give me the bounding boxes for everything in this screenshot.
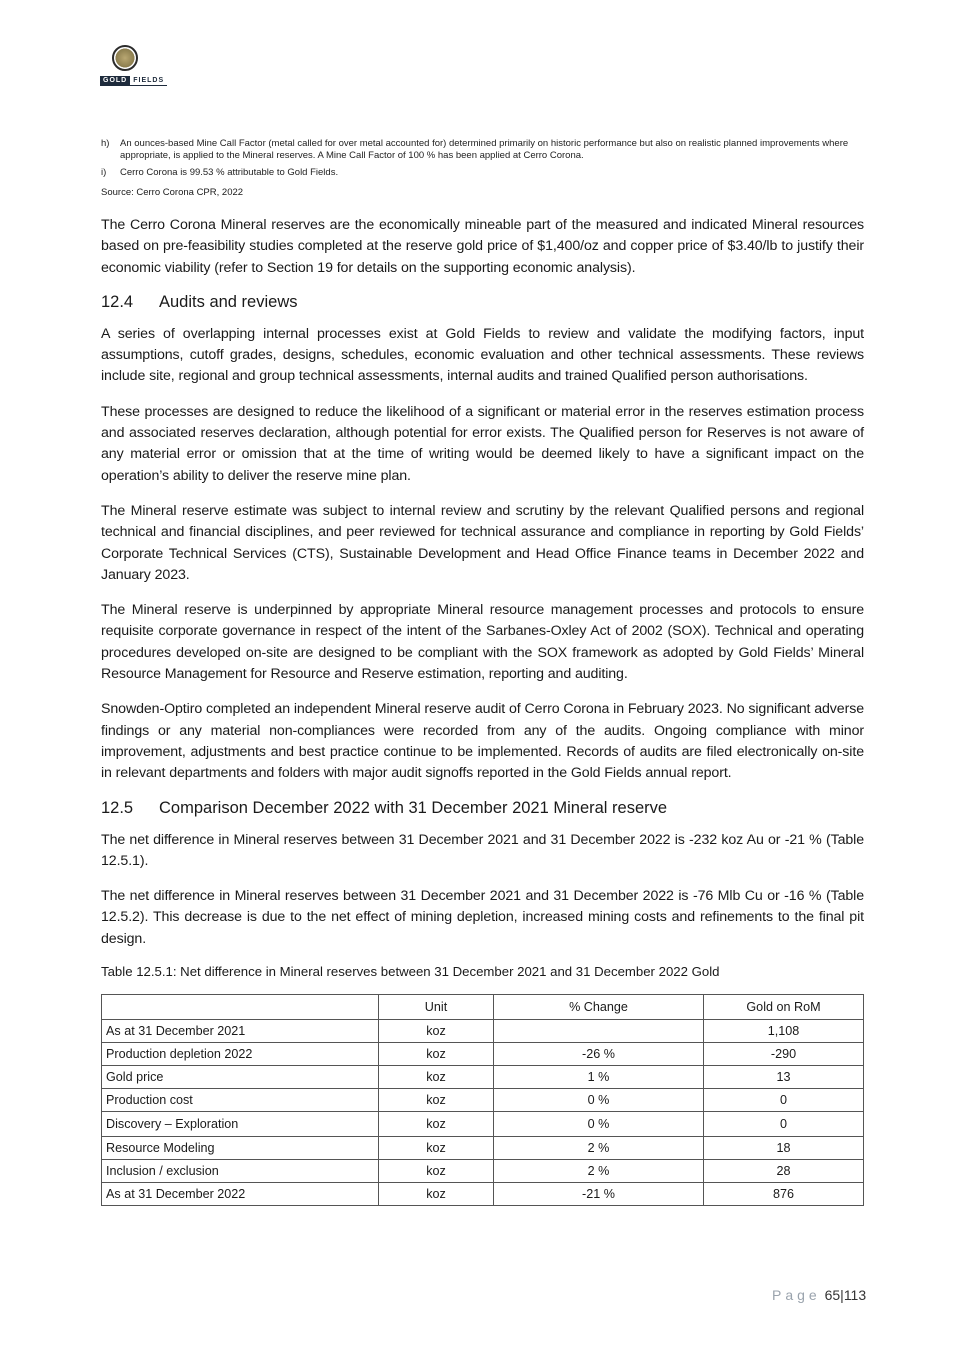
gold-reserves-difference-table	[101, 994, 864, 1206]
gold-fields-logo	[100, 45, 170, 90]
note-i: i) Cerro Corona is 99.53 % attributable to Gold Fields.	[101, 167, 339, 178]
source-note: Source: Cerro Corona CPR, 2022	[101, 187, 244, 198]
table-row: Gold price koz 1 % 13	[102, 1066, 864, 1089]
paragraph-reserves-definition: The Cerro Corona Mineral reserves are the economically mineable part of the measured and indicated Mineral resources based on pre-feasibility studies completed at the reserve gold price of $1,400/oz and copper price of $3.40/lb to justify their economic viability (refer to Section 19 for details on the supporting economic analysis).	[101, 217, 864, 276]
paragraph-gold-net-difference: The net difference in Mineral reserves between 31 December 2021 and 31 December 2022 is -232 koz Au or -21 % (Table 12.5.1).	[101, 831, 864, 869]
table-notes	[101, 138, 864, 179]
table-row: Resource Modeling koz 2 % 18	[102, 1137, 864, 1160]
table-row: Discovery – Exploration koz 0 % 0	[102, 1112, 864, 1137]
page-content	[101, 138, 864, 1206]
page-number: Page 65|113	[772, 1287, 867, 1303]
section-heading-12-5: 12.5 Comparison December 2022 with 31 December 2021 Mineral reserve	[101, 798, 668, 817]
table-caption: Table 12.5.1: Net difference in Mineral reserves between 31 December 2021 and 31 December 2022 Gold	[101, 964, 720, 980]
table-row: Production cost koz 0 % 0	[102, 1089, 864, 1112]
logo-word-fields: FIELDS	[130, 76, 167, 86]
paragraph-independent-audit: Snowden-Optiro completed an independent Mineral reserve audit of Cerro Corona in February 2023. No significant adverse findings or any material non-compliances were recorded from any of the audits. Ongoing compliance with minor improvement, adjustments and best practice continue to be implemented. Records of audits are filed electronically on-site in relevant departments and folders with major audit signoffs reported in the Gold Fields annual report.	[101, 701, 864, 782]
table-row: Production depletion 2022 koz -26 % -290	[102, 1043, 864, 1066]
logo-word-gold: GOLD	[100, 76, 130, 86]
paragraph-internal-review: The Mineral reserve estimate was subject to internal review and scrutiny by the relevant Qualified persons and regional technical and financial disciplines, and peer reviewed for technical assurance and compliance in reporting by Gold Fields’ Corporate Technical Services (CTS), Sustainable Development and Head Office Finance teams in December 2022 and January 2023.	[101, 502, 864, 583]
table-row: As at 31 December 2022 koz -21 % 876	[102, 1183, 864, 1206]
paragraph-sox: The Mineral reserve is underpinned by appropriate Mineral resource management processes and protocols to ensure requisite corporate governance in respect of the intent of the Sarbanes-Oxley Act of 2002 (SOX). Technical and operating procedures developed on-site are designed to be compliant with the SOX framework as adopted by Gold Fields’ Mineral Resource Management for Resource and Reserve estimation, reporting and auditing.	[101, 602, 864, 683]
gold-fields-seal-icon	[112, 45, 138, 71]
paragraph-internal-processes: A series of overlapping internal processes exist at Gold Fields to review and validate the modifying factors, input assumptions, cutoff grades, designs, schedules, economic evaluation and other technical assessments. These reviews include site, regional and group technical assessments, internal audits and trained Qualified person authorisations.	[101, 325, 864, 385]
paragraph-copper-net-difference: The net difference in Mineral reserves between 31 December 2021 and 31 December 2022 is -76 Mlb Cu or -16 % (Table 12.5.2). This decrease is due to the net effect of mining depletion, increased mining costs and refinements to the final pit design.	[101, 888, 864, 947]
paragraph-error-likelihood: These processes are designed to reduce the likelihood of a significant or material error in the reserves estimation process and associated reserves declaration, although potential for error exists. The Qualified person for Reserves is not aware of any material error or omission that at the time of writing would be deemed likely to have a significant impact on the operation’s ability to deliver the reserve mine plan.	[101, 403, 864, 484]
section-heading-12-4: 12.4 Audits and reviews	[101, 292, 298, 311]
table-row: As at 31 December 2021 koz 1,108	[102, 1020, 864, 1043]
note-h: h) An ounces-based Mine Call Factor (metal called for over metal accounted for) determined primarily on historic performance but also on realistic planned improvements where appropriate, is applied to the Mineral reserves. A Mine Call Factor of 100 % has been applied at Cerro Corona.	[101, 138, 849, 161]
table-row: Inclusion / exclusion koz 2 % 28	[102, 1160, 864, 1183]
table-header-row: Unit % Change Gold on RoM	[102, 995, 864, 1020]
